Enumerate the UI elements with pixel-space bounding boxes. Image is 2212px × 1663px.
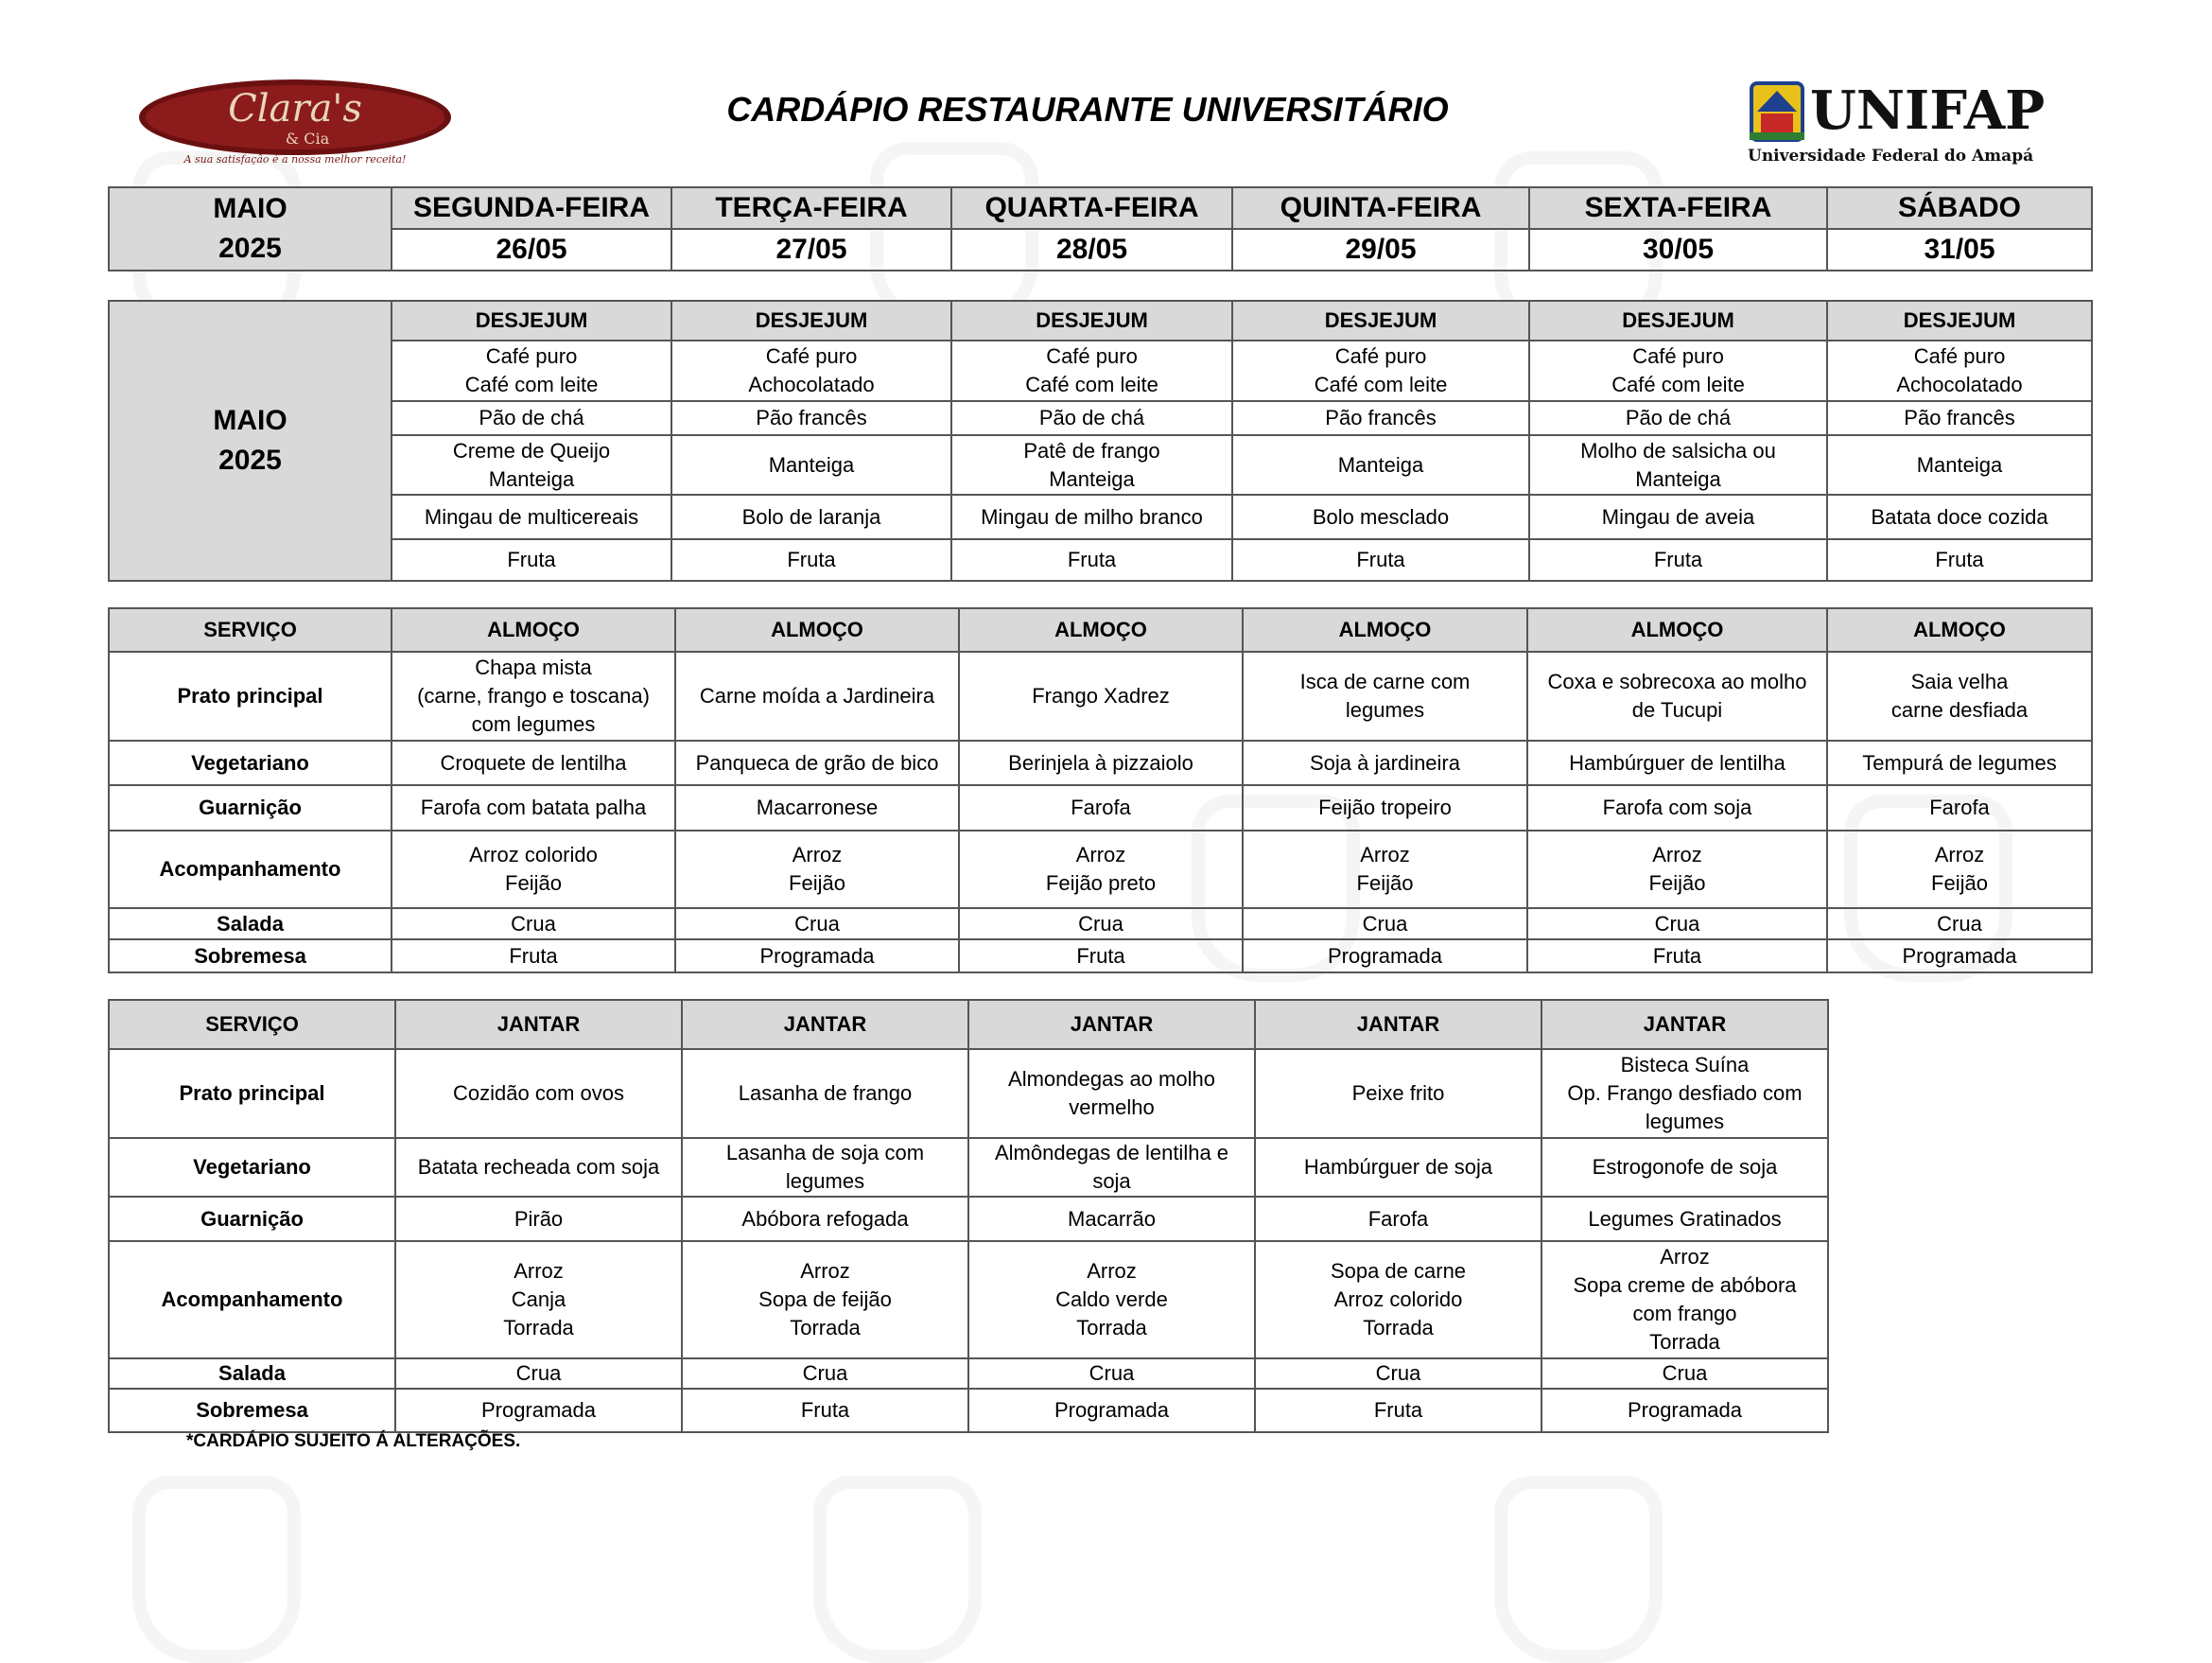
menu-cell: Crua xyxy=(1527,908,1827,939)
menu-cell: Crua xyxy=(968,1358,1255,1389)
menu-cell: Saia velha carne desfiada xyxy=(1827,652,2092,741)
meal-header: ALMOÇO xyxy=(675,608,959,652)
menu-cell: Crua xyxy=(395,1358,682,1389)
desjejum-table xyxy=(108,300,2093,582)
almoco-table xyxy=(108,607,2093,973)
table-row xyxy=(109,1197,1828,1241)
menu-cell: Fruta xyxy=(682,1389,968,1432)
menu-cell: Carne moída a Jardineira xyxy=(675,652,959,741)
menu-cell: Batata recheada com soja xyxy=(395,1138,682,1197)
day-name: QUINTA-FEIRA xyxy=(1232,187,1529,229)
row-label: Salada xyxy=(109,908,392,939)
menu-cell: Crua xyxy=(1541,1358,1828,1389)
row-label: Prato principal xyxy=(109,1049,395,1138)
menu-cell: Lasanha de frango xyxy=(682,1049,968,1138)
day-name: SÁBADO xyxy=(1827,187,2092,229)
menu-cell: Café puro Café com leite xyxy=(951,341,1232,401)
menu-cell: Arroz Sopa creme de abóbora com frango Torrada xyxy=(1541,1241,1828,1358)
menu-cell: Arroz Canja Torrada xyxy=(395,1241,682,1358)
watermark-fork-icon xyxy=(132,1476,301,1663)
day-name: TERÇA-FEIRA xyxy=(671,187,951,229)
menu-cell: Café puro Achocolatado xyxy=(671,341,951,401)
meal-header: ALMOÇO xyxy=(392,608,675,652)
menu-cell: Arroz Feijão xyxy=(1243,831,1527,908)
service-header: SERVIÇO xyxy=(109,608,392,652)
table-row xyxy=(109,939,2092,972)
menu-cell: Crua xyxy=(1827,908,2092,939)
menu-cell: Cozidão com ovos xyxy=(395,1049,682,1138)
menu-cell: Arroz Feijão xyxy=(1827,831,2092,908)
menu-cell: Hambúrguer de soja xyxy=(1255,1138,1541,1197)
month-label: MAIO xyxy=(213,193,287,224)
menu-cell: Molho de salsicha ou Manteiga xyxy=(1529,435,1827,495)
menu-cell: Farofa xyxy=(1827,785,2092,831)
menu-cell: Sopa de carne Arroz colorido Torrada xyxy=(1255,1241,1541,1358)
watermark-fork-icon xyxy=(1494,1476,1663,1663)
menu-cell: Croquete de lentilha xyxy=(392,741,675,785)
row-label: Prato principal xyxy=(109,652,392,741)
menu-cell: Programada xyxy=(968,1389,1255,1432)
menu-cell: Pirão xyxy=(395,1197,682,1241)
svg-text:UNIFAP: UNIFAP xyxy=(1810,79,2046,142)
menu-cell: Pão de chá xyxy=(392,401,671,435)
meal-header: DESJEJUM xyxy=(671,301,951,341)
menu-cell: Bolo de laranja xyxy=(671,495,951,539)
footer-note: *CARDÁPIO SUJEITO Á ALTERAÇÕES. xyxy=(186,1431,521,1451)
day-date: 26/05 xyxy=(392,229,671,271)
menu-cell: Patê de frango Manteiga xyxy=(951,435,1232,495)
row-label: Guarnição xyxy=(109,785,392,831)
desjejum-month-cell xyxy=(109,301,392,581)
menu-cell: Hambúrguer de lentilha xyxy=(1527,741,1827,785)
menu-cell: Farofa xyxy=(959,785,1243,831)
meal-header: DESJEJUM xyxy=(1232,301,1529,341)
day-date: 29/05 xyxy=(1232,229,1529,271)
menu-cell: Arroz Feijão xyxy=(1527,831,1827,908)
menu-cell: Arroz Caldo verde Torrada xyxy=(968,1241,1255,1358)
day-date: 28/05 xyxy=(951,229,1232,271)
menu-cell: Lasanha de soja com legumes xyxy=(682,1138,968,1197)
menu-cell: Crua xyxy=(959,908,1243,939)
table-row xyxy=(109,741,2092,785)
menu-cell: Bisteca Suína Op. Frango desfiado com legumes xyxy=(1541,1049,1828,1138)
menu-cell: Berinjela à pizzaiolo xyxy=(959,741,1243,785)
row-label: Acompanhamento xyxy=(109,1241,395,1358)
week-header-table xyxy=(108,186,2093,271)
menu-cell: Panqueca de grão de bico xyxy=(675,741,959,785)
day-name: QUARTA-FEIRA xyxy=(951,187,1232,229)
menu-cell: Almondegas ao molho vermelho xyxy=(968,1049,1255,1138)
table-row xyxy=(109,539,2092,581)
menu-cell: Abóbora refogada xyxy=(682,1197,968,1241)
row-label: Salada xyxy=(109,1358,395,1389)
menu-cell: Fruta xyxy=(1255,1389,1541,1432)
year-label: 2025 xyxy=(218,233,282,264)
menu-cell: Chapa mista (carne, frango e toscana) com legumes xyxy=(392,652,675,741)
day-date: 30/05 xyxy=(1529,229,1827,271)
svg-text:& Cia: & Cia xyxy=(285,130,330,148)
menu-cell: Café puro Café com leite xyxy=(1529,341,1827,401)
day-date: 27/05 xyxy=(671,229,951,271)
row-label: Vegetariano xyxy=(109,1138,395,1197)
row-label: Acompanhamento xyxy=(109,831,392,908)
meal-header: ALMOÇO xyxy=(1827,608,2092,652)
menu-cell: Café puro Café com leite xyxy=(392,341,671,401)
page-title: CARDÁPIO RESTAURANTE UNIVERSITÁRIO xyxy=(726,90,1449,129)
month-year-cell xyxy=(109,187,392,271)
menu-cell: Peixe frito xyxy=(1255,1049,1541,1138)
menu-cell: Feijão tropeiro xyxy=(1243,785,1527,831)
svg-text:Clara's: Clara's xyxy=(228,87,362,131)
menu-cell: Macarrão xyxy=(968,1197,1255,1241)
month-label: MAIO xyxy=(213,405,287,436)
menu-cell: Farofa com batata palha xyxy=(392,785,675,831)
menu-cell: Crua xyxy=(392,908,675,939)
menu-cell: Pão francês xyxy=(1827,401,2092,435)
menu-cell: Tempurá de legumes xyxy=(1827,741,2092,785)
row-label: Guarnição xyxy=(109,1197,395,1241)
menu-cell: Manteiga xyxy=(1827,435,2092,495)
table-row xyxy=(109,1358,1828,1389)
year-label: 2025 xyxy=(218,445,282,476)
row-label: Sobremesa xyxy=(109,1389,395,1432)
menu-cell: Isca de carne com legumes xyxy=(1243,652,1527,741)
meal-header: JANTAR xyxy=(395,1000,682,1049)
menu-cell: Crua xyxy=(675,908,959,939)
meal-header: JANTAR xyxy=(968,1000,1255,1049)
menu-cell: Legumes Gratinados xyxy=(1541,1197,1828,1241)
menu-cell: Frango Xadrez xyxy=(959,652,1243,741)
menu-cell: Macarronese xyxy=(675,785,959,831)
meal-header: ALMOÇO xyxy=(959,608,1243,652)
menu-cell: Estrogonofe de soja xyxy=(1541,1138,1828,1197)
meal-header: DESJEJUM xyxy=(392,301,671,341)
day-name: SEGUNDA-FEIRA xyxy=(392,187,671,229)
menu-cell: Programada xyxy=(395,1389,682,1432)
menu-cell: Mingau de milho branco xyxy=(951,495,1232,539)
menu-cell: Pão de chá xyxy=(951,401,1232,435)
day-date: 31/05 xyxy=(1827,229,2092,271)
menu-cell: Pão de chá xyxy=(1529,401,1827,435)
menu-cell: Programada xyxy=(1827,939,2092,972)
service-header: SERVIÇO xyxy=(109,1000,395,1049)
menu-cell: Soja à jardineira xyxy=(1243,741,1527,785)
row-label: Vegetariano xyxy=(109,741,392,785)
row-label: Sobremesa xyxy=(109,939,392,972)
menu-cell: Creme de Queijo Manteiga xyxy=(392,435,671,495)
menu-cell: Fruta xyxy=(392,539,671,581)
table-row xyxy=(109,785,2092,831)
menu-cell: Crua xyxy=(1255,1358,1541,1389)
menu-cell: Programada xyxy=(1541,1389,1828,1432)
table-row xyxy=(109,831,2092,908)
menu-cell: Pão francês xyxy=(1232,401,1529,435)
meal-header: JANTAR xyxy=(1255,1000,1541,1049)
claras-logo xyxy=(137,78,454,165)
menu-cell: Café puro Achocolatado xyxy=(1827,341,2092,401)
watermark-fork-icon xyxy=(813,1476,982,1663)
table-row xyxy=(109,1138,1828,1197)
menu-cell: Arroz Sopa de feijão Torrada xyxy=(682,1241,968,1358)
meal-header: ALMOÇO xyxy=(1243,608,1527,652)
menu-cell: Café puro Café com leite xyxy=(1232,341,1529,401)
table-row xyxy=(109,1241,1828,1358)
svg-text:A sua satisfação é a nossa mel: A sua satisfação é a nossa melhor receita! xyxy=(183,153,407,165)
menu-cell: Arroz colorido Feijão xyxy=(392,831,675,908)
menu-cell: Fruta xyxy=(1527,939,1827,972)
menu-cell: Manteiga xyxy=(1232,435,1529,495)
menu-cell: Arroz Feijão preto xyxy=(959,831,1243,908)
menu-cell: Fruta xyxy=(1827,539,2092,581)
svg-text:Universidade Federal do Amapá: Universidade Federal do Amapá xyxy=(1748,147,2034,166)
menu-cell: Fruta xyxy=(392,939,675,972)
unifap-logo xyxy=(1748,74,2069,168)
menu-cell: Programada xyxy=(675,939,959,972)
menu-cell: Manteiga xyxy=(671,435,951,495)
table-row xyxy=(109,908,2092,939)
menu-cell: Bolo mesclado xyxy=(1232,495,1529,539)
menu-cell: Mingau de multicereais xyxy=(392,495,671,539)
menu-cell: Fruta xyxy=(671,539,951,581)
menu-cell: Programada xyxy=(1243,939,1527,972)
menu-cell: Crua xyxy=(1243,908,1527,939)
meal-header: JANTAR xyxy=(682,1000,968,1049)
jantar-table xyxy=(108,999,1829,1433)
menu-cell: Farofa com soja xyxy=(1527,785,1827,831)
menu-cell: Batata doce cozida xyxy=(1827,495,2092,539)
table-row xyxy=(109,495,2092,539)
menu-cell: Fruta xyxy=(1232,539,1529,581)
table-row xyxy=(109,435,2092,495)
menu-cell: Pão francês xyxy=(671,401,951,435)
day-name: SEXTA-FEIRA xyxy=(1529,187,1827,229)
meal-header: DESJEJUM xyxy=(1827,301,2092,341)
menu-cell: Mingau de aveia xyxy=(1529,495,1827,539)
meal-header: JANTAR xyxy=(1541,1000,1828,1049)
table-row xyxy=(109,1049,1828,1138)
table-row xyxy=(109,341,2092,401)
menu-cell: Farofa xyxy=(1255,1197,1541,1241)
menu-cell: Fruta xyxy=(1529,539,1827,581)
table-row xyxy=(109,401,2092,435)
meal-header: DESJEJUM xyxy=(1529,301,1827,341)
menu-cell: Coxa e sobrecoxa ao molho de Tucupi xyxy=(1527,652,1827,741)
meal-header: ALMOÇO xyxy=(1527,608,1827,652)
menu-cell: Crua xyxy=(682,1358,968,1389)
table-row xyxy=(109,652,2092,741)
menu-cell: Almôndegas de lentilha e soja xyxy=(968,1138,1255,1197)
menu-cell: Fruta xyxy=(951,539,1232,581)
menu-cell: Arroz Feijão xyxy=(675,831,959,908)
menu-cell: Fruta xyxy=(959,939,1243,972)
meal-header: DESJEJUM xyxy=(951,301,1232,341)
table-row xyxy=(109,1389,1828,1432)
